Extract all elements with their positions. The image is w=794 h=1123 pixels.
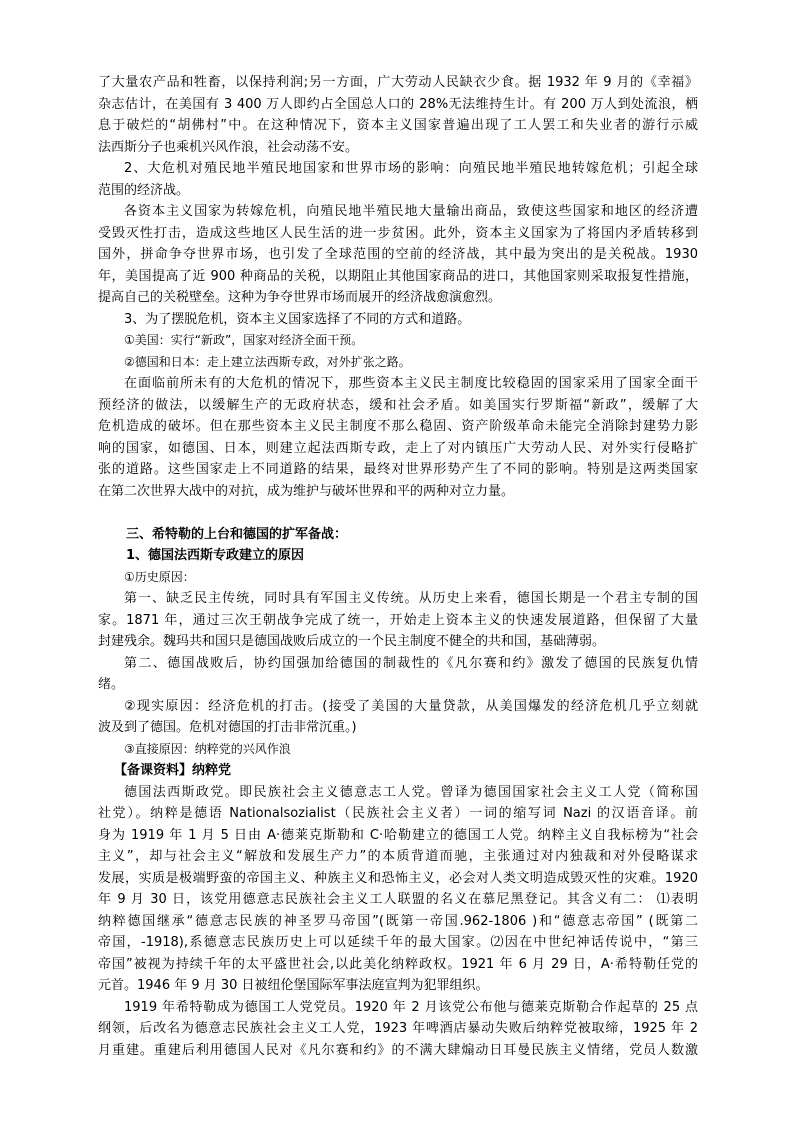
paragraph-different-paths xyxy=(98,373,698,502)
text-line: 在第二次世界大战中的对抗，成为维护与破坏世界和平的两种对立力量。 xyxy=(98,483,515,499)
text-line: 发展，实质是极端野蛮的帝国主义、种族主义和恐怖主义，必会对人类文明造成毁灭性的灾难。1920 xyxy=(98,870,698,886)
document-page xyxy=(98,72,698,1061)
text-line: 范围的经济战。 xyxy=(98,182,190,198)
point-3: 3、为了摆脱危机，资本主义国家选择了不同的方式和道路。 xyxy=(124,311,471,327)
history-cause: ①历史原因： xyxy=(124,569,195,584)
text-line: 息于破烂的“胡佛村”中。在这种情况下，资本主义国家普遍出现了工人罢工和失业者的游行示威 xyxy=(98,118,698,133)
text-line: 元首。1946 年 9 月 30 日被纽伦堡国际军事法庭宣判为犯罪组织。 xyxy=(98,978,489,993)
text-line: 年，美国提高了近 900 种商品的关税，以期阻止其他国家商品的进口，其他国家则采取报复性措施， xyxy=(98,268,698,284)
text-line: 国外，拼命争夺世界市场，也引发了全球范围的空前的经济战，其中最为突出的是关税战。1930 xyxy=(98,247,698,262)
text-line: 各资本主义国家为转嫁危机，向殖民地半殖民地大量输出商品，致使这些国家和地区的经济遭 xyxy=(124,204,698,219)
text-line: 社党）。纳粹是德语 Nationalsozialist（民族社会主义者）一词的缩写词 Nazi 的汉语音译。前 xyxy=(98,806,698,821)
text-line: 杂志估计，在美国有 3 400 万人即约占全国总人口的 28%无法维持生计。有 200 万人到处流浪，栖 xyxy=(98,96,698,112)
text-line: 提高自己的关税壁垒。这种为争夺世界市场而展开的经济战愈演愈烈。 xyxy=(98,290,502,305)
text-line: 第一、缺乏民主传统，同时具有军国主义传统。从历史上来看，德国长期是一个君主专制的国 xyxy=(124,591,698,606)
text-line: 纳粹德国继承“德意志民族的神圣罗马帝国”(既第一帝国.962-1806 )和“德意志帝国” (既第二 xyxy=(98,913,698,929)
paragraph-second-reason xyxy=(98,653,698,696)
section-heading: 三、希特勒的上台和德国的扩军备战： xyxy=(126,526,348,542)
text-line: 危机造成的破坏。但在那些资本主义民主制度不那么稳固、资产阶级革命未能完全消除封建势力影 xyxy=(98,419,698,434)
direct-cause: ③直接原因：纳粹党的兴风作浪 xyxy=(124,741,291,756)
text-line: 张的道路。这些国家走上不同道路的结果，最终对世界形势产生了不同的影响。特别是这两类国家 xyxy=(98,462,698,477)
text-line: 2、大危机对殖民地半殖民地国家和世界市场的影响：向殖民地半殖民地转嫁危机；引起全球 xyxy=(124,161,698,176)
text-line: 封建残余。魏玛共和国只是德国战败后成立的一个民主制度不健全的共和国，基础薄弱。 xyxy=(98,634,606,649)
text-line: 德国法西斯政党。即民族社会主义德意志工人党。曾译为德国国家社会主义工人党（简称国 xyxy=(124,784,698,800)
germany-japan-fascism: ②德国和日本：走上建立法西斯专政，对外扩张之路。 xyxy=(124,354,411,369)
text-line: 家。1871 年，通过三次王朝战争完成了统一，开始走上资本主义的快速发展道路，但保留了大量 xyxy=(98,612,698,628)
subsection-heading: 1、德国法西斯专政建立的原因 xyxy=(126,548,305,563)
text-line: ②现实原因：经济危机的打击。(接受了美国的大量贷款，从美国爆发的经济危机几乎立刻就 xyxy=(124,698,698,714)
text-line: 身为 1919 年 1 月 5 日由 A·德莱克斯勒和 C·哈勒建立的德国工人党。纳粹主义自我标榜为“社会 xyxy=(98,827,698,843)
spacer xyxy=(98,502,698,524)
text-line: 月重建。重建后利用德国人民对《凡尔赛和约》的不满大肆煽动日耳曼民族主义情绪，党员人数激 xyxy=(98,1042,698,1058)
text-line: 纲领，后改名为德意志民族社会主义工人党，1923 年啤酒店暴动失败后纳粹党被取缔，1925 年 2 xyxy=(98,1021,698,1036)
paragraph-reality-cause xyxy=(98,696,698,739)
paragraph-hitler xyxy=(98,997,698,1062)
paragraph-crisis-effects xyxy=(98,72,698,158)
text-line: 绪。 xyxy=(98,677,125,692)
text-line: 帝国”被视为持续千年的太平盛世社会,以此美化纳粹政权。1921 年 6 月 29 日，A·希特勒任党的 xyxy=(98,956,698,972)
text-line: 第二、德国战败后，协约国强加给德国的制裁性的《凡尔赛和约》激发了德国的民族复仇情 xyxy=(124,655,698,671)
text-line: 年 9 月 30 日，该党用德意志民族社会主义工人联盟的名义在慕尼黑登记。其含义有二： ⑴表明 xyxy=(98,892,698,907)
usa-new-deal: ①美国：实行“新政”，国家对经济全面干预。 xyxy=(124,333,364,347)
text-line: 波及到了德国。危机对德国的打击非常沉重。) xyxy=(98,720,357,735)
text-line: 预经济的做法，以缓解生产的无政府状态，缓和社会矛盾。如美国实行罗斯福“新政”，缓解了大 xyxy=(98,397,698,413)
paragraph-economic-war xyxy=(98,201,698,309)
text-line: 响的国家，如德国、日本，则建立起法西斯专政，走上了对内镇压广大劳动人民、对外实行侵略扩 xyxy=(98,440,698,456)
paragraph-nazi-party xyxy=(98,782,698,997)
point-2 xyxy=(98,158,698,201)
text-line: 在面临前所未有的大危机的情况下，那些资本主义民主制度比较稳固的国家采用了国家全面干 xyxy=(124,376,698,391)
text-line: 法西斯分子也乘机兴风作浪，社会动荡不安。 xyxy=(98,139,359,155)
text-line: 主义”，却与社会主义“解放和发展生产力”的本质背道而驰，主张通过对内独裁和对外侵略谋求 xyxy=(98,849,698,864)
paragraph-first-reason xyxy=(98,588,698,653)
text-line: 受毁灭性打击，造成这些地区人民生活的进一步贫困。此外，资本主义国家为了将国内矛盾转移到 xyxy=(98,225,698,241)
material-title: 【备课资料】纳粹党 xyxy=(114,763,232,778)
text-line: 了大量农产品和牲畜，以保持利润;另一方面，广大劳动人民缺衣少食。据 1932 年 9 月的《幸福》 xyxy=(98,75,698,90)
text-line: 帝国，-1918),系德意志民族历史上可以延续千年的最大国家。⑵因在中世纪神话传说中，“第三 xyxy=(98,935,698,950)
text-line: 1919 年希特勒成为德国工人党党员。1920 年 2 月该党公布他与德莱克斯勒合作起草的 25 点 xyxy=(124,999,698,1015)
